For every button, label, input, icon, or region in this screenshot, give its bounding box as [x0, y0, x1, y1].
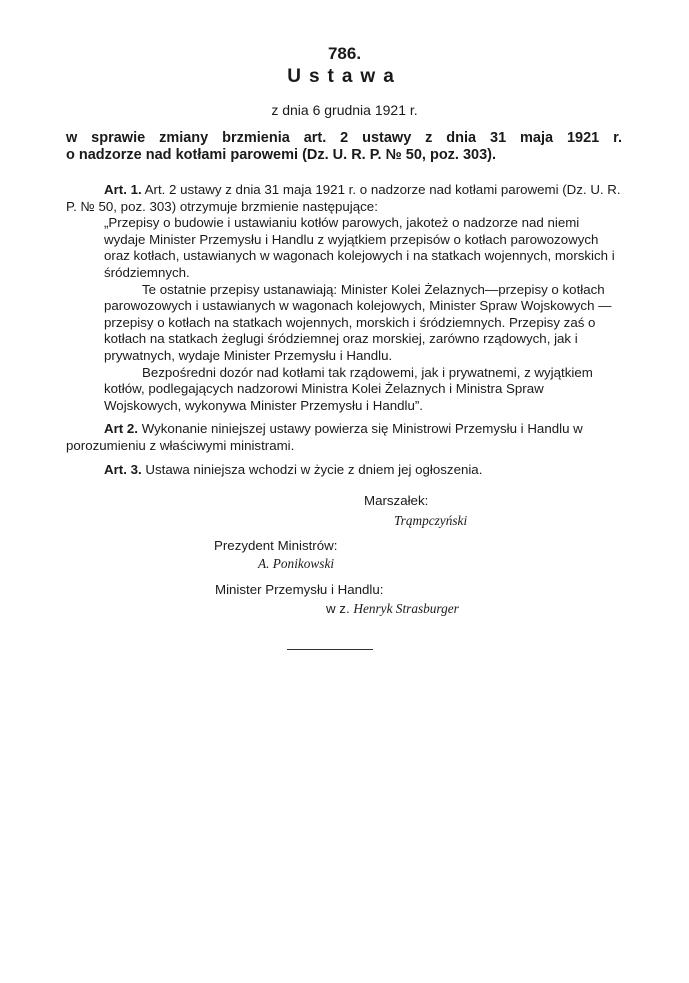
- quote-paragraph-3: Bezpośredni dozór nad kotłami tak rządowemi, jak i prywatnemi, z wyjątkiem kotłów, podlegających nadzorowi Ministra Kolei Żelaznych i Ministra Spraw Wojskowych, wykonywa Minister Przemysłu i Handlu”.: [104, 364, 593, 413]
- article-2-label: Art 2.: [104, 421, 138, 437]
- president-signature: A. Ponikowski: [258, 556, 335, 571]
- closing-divider: [287, 649, 373, 650]
- quote-paragraph-1: „Przepisy o budowie i ustawianiu kotłów parowych, jakoteż o nadzorze nad niemi wydaje Minister Przemysłu i Handlu z wyjątkiem przepisów o kotłach parowozowych oraz kotłach, ustawianych w wagonach kolejowych i na statkach wojennych, morskich i śródziemnych.: [104, 215, 615, 280]
- act-subject-line-1: w sprawie zmiany brzmienia art. 2 ustawy z dnia 31 maja 1921 r.: [66, 130, 622, 146]
- quote-paragraph-2: Te ostatnie przepisy ustanawiają: Minister Kolei Żelaznych—przepisy o kotłach parowozowych i ustawianych w wagonach kolejowych, Minister Spraw Wojskowych — przepisy o kotłach na statkach wojennych, morskich i śródziemnych. Przepisy zaś o kotłach na statkach żeglugi śródziemnej oraz morskiej, zarówno rządowych, jak i prywatnych, wydaje Minister Przemysłu i Handlu.: [104, 281, 612, 363]
- article-1-quoted-text: [66, 215, 622, 414]
- act-title: Ustawa: [287, 66, 402, 87]
- article-1-intro: Art. 2 ustawy z dnia 31 maja 1921 r. o nadzorze nad kotłami parowemi (Dz. U. R. P. № 50, poz. 303) otrzymuje brzmienie następujące:: [66, 182, 621, 214]
- article-3-label: Art. 3.: [104, 461, 142, 477]
- minister-title: Minister Przemysłu i Handlu:: [215, 582, 384, 597]
- minister-signature-line: [326, 600, 459, 617]
- marshal-signature: Trąmpczyński: [394, 513, 468, 528]
- president-title: Prezydent Ministrów:: [214, 538, 338, 553]
- article-2-text: Wykonanie niniejszej ustawy powierza się Ministrowi Przemysłu i Handlu w porozumieniu z właściwymi ministrami.: [66, 421, 583, 453]
- minister-prefix: w z.: [326, 601, 350, 616]
- article-1-label: Art. 1.: [104, 182, 142, 197]
- marshal-title: Marszałek:: [364, 493, 429, 508]
- article-1: [66, 182, 622, 215]
- act-subject: [66, 130, 622, 164]
- article-2: [66, 421, 622, 454]
- article-3-text: Ustawa niniejsza wchodzi w życie z dniem jej ogłoszenia.: [145, 461, 483, 477]
- act-date: z dnia 6 grudnia 1921 r.: [271, 102, 418, 118]
- act-number: 786.: [327, 44, 362, 63]
- minister-signature: Henryk Strasburger: [353, 601, 459, 616]
- act-body: [66, 182, 622, 478]
- act-subject-line-2: o nadzorze nad kotłami parowemi (Dz. U. R. P. № 50, poz. 303).: [66, 147, 497, 163]
- article-3: [66, 462, 622, 479]
